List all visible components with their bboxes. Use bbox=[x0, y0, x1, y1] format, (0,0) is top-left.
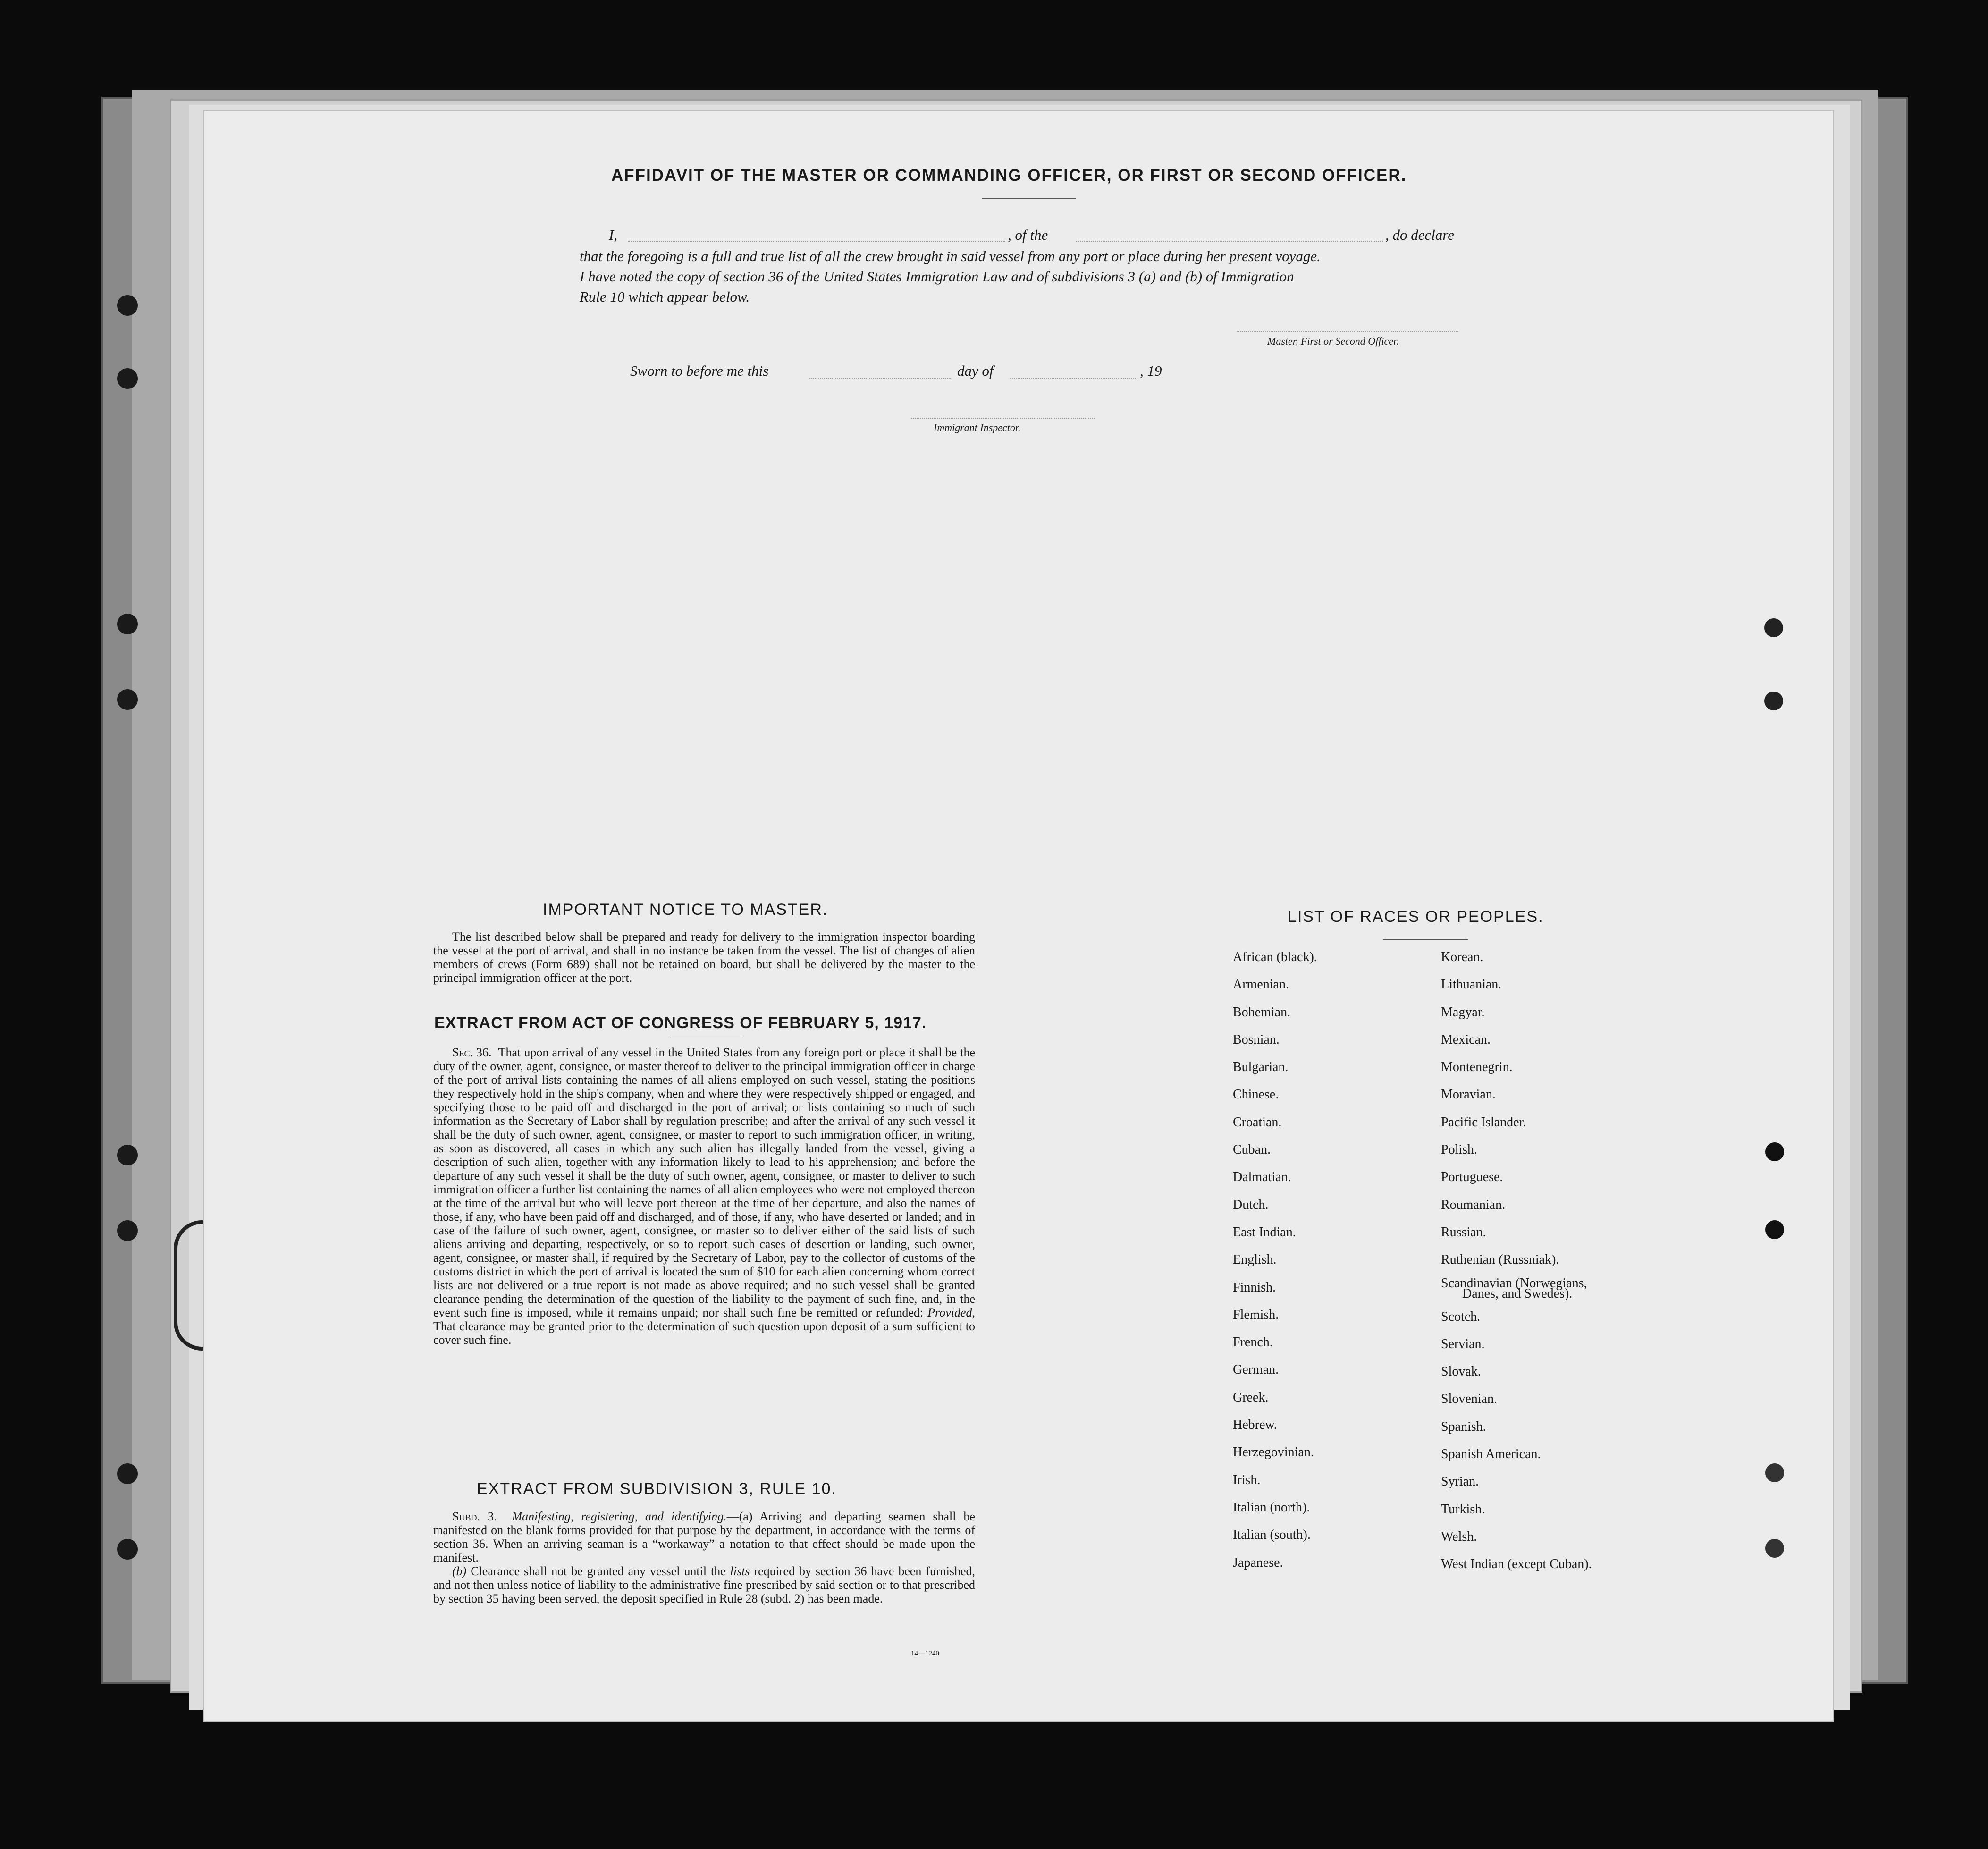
race-item: Syrian. bbox=[1441, 1474, 1479, 1489]
race-item: Flemish. bbox=[1233, 1307, 1279, 1322]
subd-b-text-1: Clearance shall not be granted any vessel until the bbox=[471, 1564, 726, 1578]
race-item: Spanish. bbox=[1441, 1419, 1486, 1434]
race-item: French. bbox=[1233, 1335, 1273, 1350]
race-item: Moravian. bbox=[1441, 1087, 1496, 1102]
subd-b-label: (b) bbox=[452, 1564, 467, 1578]
master-signature-line[interactable] bbox=[1237, 331, 1458, 332]
sec-36-text: That upon arrival of any vessel in the United States from any foreign port or place it shall be the duty of the owner, agent, consignee, or master thereof to deliver to the principal immigration officer in charge of the port of arrival lists containing the names of all aliens employed on such vessel, stating the positions they respectively hold in the ship's company, when and where they were respectively shipped or engaged, and specifying those to be paid off and discharged in the port of arrival; or lists containing so much of such information as the Secretary of Labor shall by regulation prescribe; and after the arrival of any such vessel it shall be the duty of such owner, agent, consignee, or master to report to such immigration officer, in writing, as soon as discovered, all cases in which any such alien has illegally landed from the vessel, giving a description of such alien, together with any information likely to lead to his apprehension; and before the departure of any such vessel it shall be the duty of such owner, agent, consignee, or master to deliver to such immigration officer a further list containing the names of all alien employees who were not employed thereon at the time of the arrival but who will leave port thereon at the time of her departure, and also the names of those, if any, who have been paid off and discharged, and of those, if any, who have deserted or landed; and in case of the failure of such owner, agent, consignee, or master so to deliver either of the said lists of such aliens arriving and departing, respectively, or so to report such cases of desertion or landing, such owner, agent, consignee, or master shall, if required by the Secretary of Labor, pay to the collector of customs of the customs district in which the port of arrival is located the sum of $10 for each alien concerning whom correct lists are not delivered or a true report is not made as above required; and no such vessel shall be granted clearance pending the determination of the question of the liability to the payment of such fine, and, in the event such fine is imposed, while it remains unpaid; nor shall such fine be remitted or refunded: bbox=[433, 1046, 976, 1319]
race-item: Russian. bbox=[1441, 1224, 1486, 1240]
day-of-text: day of bbox=[957, 363, 994, 379]
race-item: Danes, and Swedes). bbox=[1462, 1286, 1573, 1301]
race-item: African (black). bbox=[1233, 950, 1317, 964]
affidavit-i: I, bbox=[609, 227, 618, 243]
year-text: , 19 bbox=[1140, 363, 1162, 379]
race-item: Chinese. bbox=[1233, 1087, 1279, 1102]
affidavit-line-2: that the foregoing is a full and true list of all the crew brought in said vessel from any port or place during her present voyage. bbox=[580, 248, 1321, 264]
binding-hole bbox=[1765, 1220, 1784, 1239]
name-blank[interactable] bbox=[628, 241, 1005, 242]
race-item: Turkish. bbox=[1441, 1502, 1485, 1517]
race-item: Roumanian. bbox=[1441, 1197, 1506, 1212]
race-item: Mexican. bbox=[1441, 1032, 1491, 1047]
provided-text: Provided, bbox=[927, 1306, 975, 1319]
subd-a-text: —(a) Arriving and departing seamen shall be manifested on the blank forms provided for that purpose by the department, in accordance with the terms of section 36. When an arriving seaman is a “workaway” a notation to that effect should be made upon the manifest. bbox=[433, 1510, 975, 1564]
race-item: Bosnian. bbox=[1233, 1032, 1280, 1047]
binding-hole bbox=[117, 1463, 138, 1484]
extract-act-body bbox=[433, 1046, 975, 1347]
affidavit-line-4: Rule 10 which appear below. bbox=[580, 288, 750, 305]
race-item: Korean. bbox=[1441, 950, 1483, 964]
sworn-day-blank[interactable] bbox=[809, 378, 951, 379]
extract-rule-body bbox=[433, 1510, 975, 1605]
affidavit-heading: AFFIDAVIT OF THE MASTER OR COMMANDING OFFICER, OR FIRST OR SECOND OFFICER. bbox=[611, 166, 1407, 185]
race-item: Ruthenian (Russniak). bbox=[1441, 1252, 1559, 1267]
subd-b-lists: lists bbox=[730, 1564, 750, 1578]
subd-b-text-2: required by section 36 have been furnished, and not then unless notice of liability to the administrative fine prescribed by said section or to that prescribed by section 35 having been served, the deposit specified in Rule 28 (subd. 2) has been made. bbox=[433, 1564, 976, 1605]
binding-hole bbox=[117, 1539, 138, 1560]
binding-hole bbox=[117, 368, 138, 389]
extract-rule-heading: EXTRACT FROM SUBDIVISION 3, RULE 10. bbox=[477, 1480, 837, 1498]
binding-hole bbox=[117, 1145, 138, 1165]
binding-hole bbox=[1765, 1539, 1784, 1558]
form-number: 14—1240 bbox=[911, 1650, 939, 1657]
race-item: Italian (north). bbox=[1233, 1500, 1310, 1515]
race-item: Finnish. bbox=[1233, 1280, 1276, 1295]
notice-heading: IMPORTANT NOTICE TO MASTER. bbox=[543, 901, 828, 919]
sworn-text: Sworn to before me this bbox=[630, 363, 769, 379]
race-item: Welsh. bbox=[1441, 1529, 1477, 1544]
race-item: German. bbox=[1233, 1362, 1279, 1377]
races-left-column bbox=[1233, 944, 1317, 1577]
race-item: Magyar. bbox=[1441, 1005, 1485, 1020]
affidavit-of-the: , of the bbox=[1008, 227, 1048, 243]
sec-label: Sec. 36. bbox=[452, 1046, 492, 1059]
affidavit-rule bbox=[982, 198, 1076, 199]
subd-label: Subd. 3. bbox=[452, 1510, 497, 1523]
binding-hole bbox=[1765, 1142, 1784, 1161]
races-heading: LIST OF RACES OR PEOPLES. bbox=[1288, 908, 1544, 926]
races-right-column bbox=[1441, 944, 1592, 1579]
race-item: Herzegovinian. bbox=[1233, 1445, 1314, 1460]
race-item: Slovenian. bbox=[1441, 1392, 1497, 1407]
race-item: West Indian (except Cuban). bbox=[1441, 1557, 1592, 1572]
races-rule bbox=[1383, 939, 1468, 940]
sworn-month-blank[interactable] bbox=[1010, 378, 1137, 379]
binding-hole bbox=[117, 689, 138, 710]
inspector-signature-line[interactable] bbox=[911, 418, 1095, 419]
binding-hole bbox=[117, 295, 138, 316]
race-item: Dalmatian. bbox=[1233, 1170, 1291, 1185]
race-item: Armenian. bbox=[1233, 977, 1289, 992]
notice-body bbox=[433, 930, 975, 985]
race-item: Bohemian. bbox=[1233, 1005, 1291, 1020]
race-item: Croatian. bbox=[1233, 1114, 1282, 1130]
binding-hole bbox=[117, 614, 138, 634]
notice-text: The list described below shall be prepared and ready for delivery to the immigration inspector boarding the vessel at the port of arrival, and shall in no instance be taken from the vessel. The list of changes of alien members of crews (Form 689) shall not be retained on board, but shall be delivered by the master to the principal immigration officer at the port. bbox=[433, 930, 975, 985]
race-item: Servian. bbox=[1441, 1336, 1485, 1351]
race-item: Japanese. bbox=[1233, 1555, 1283, 1570]
binding-hole bbox=[1765, 1463, 1784, 1482]
race-item: Slovak. bbox=[1441, 1364, 1481, 1379]
race-item: Irish. bbox=[1233, 1472, 1261, 1487]
race-item: Spanish American. bbox=[1441, 1447, 1541, 1462]
affidavit-line-3: I have noted the copy of section 36 of the United States Immigration Law and of subdivisions 3 (a) and (b) of Immigration bbox=[580, 268, 1294, 285]
race-item: English. bbox=[1233, 1252, 1277, 1267]
race-item: Pacific Islander. bbox=[1441, 1114, 1526, 1130]
affidavit-do-declare: , do declare bbox=[1385, 227, 1455, 243]
race-item: Scotch. bbox=[1441, 1309, 1481, 1324]
race-item: East Indian. bbox=[1233, 1224, 1296, 1240]
race-item: Hebrew. bbox=[1233, 1418, 1277, 1433]
sec-36-end: That clearance may be granted prior to the determination of such question upon deposit of a sum sufficient to cover such fine. bbox=[433, 1319, 975, 1347]
binding-hole bbox=[117, 1220, 138, 1241]
race-item: Italian (south). bbox=[1233, 1528, 1311, 1543]
race-item: Portuguese. bbox=[1441, 1170, 1503, 1185]
binding-hole bbox=[1764, 692, 1783, 710]
race-item: Lithuanian. bbox=[1441, 977, 1502, 992]
race-item: Greek. bbox=[1233, 1390, 1269, 1405]
binding-hole bbox=[1764, 618, 1783, 637]
master-signature-caption: Master, First or Second Officer. bbox=[1267, 335, 1399, 347]
inspector-caption: Immigrant Inspector. bbox=[934, 422, 1021, 433]
vessel-blank[interactable] bbox=[1076, 241, 1383, 242]
race-item: Scandinavian (Norwegians, bbox=[1441, 1275, 1587, 1291]
race-item: Montenegrin. bbox=[1441, 1060, 1513, 1075]
subd-title: Manifesting, registering, and identifying. bbox=[512, 1510, 727, 1523]
race-item: Polish. bbox=[1441, 1142, 1478, 1157]
extract-act-heading: EXTRACT FROM ACT OF CONGRESS OF FEBRUARY 5, 1917. bbox=[434, 1014, 927, 1032]
race-item: Bulgarian. bbox=[1233, 1060, 1289, 1075]
race-item: Dutch. bbox=[1233, 1197, 1269, 1212]
race-item: Cuban. bbox=[1233, 1142, 1271, 1157]
